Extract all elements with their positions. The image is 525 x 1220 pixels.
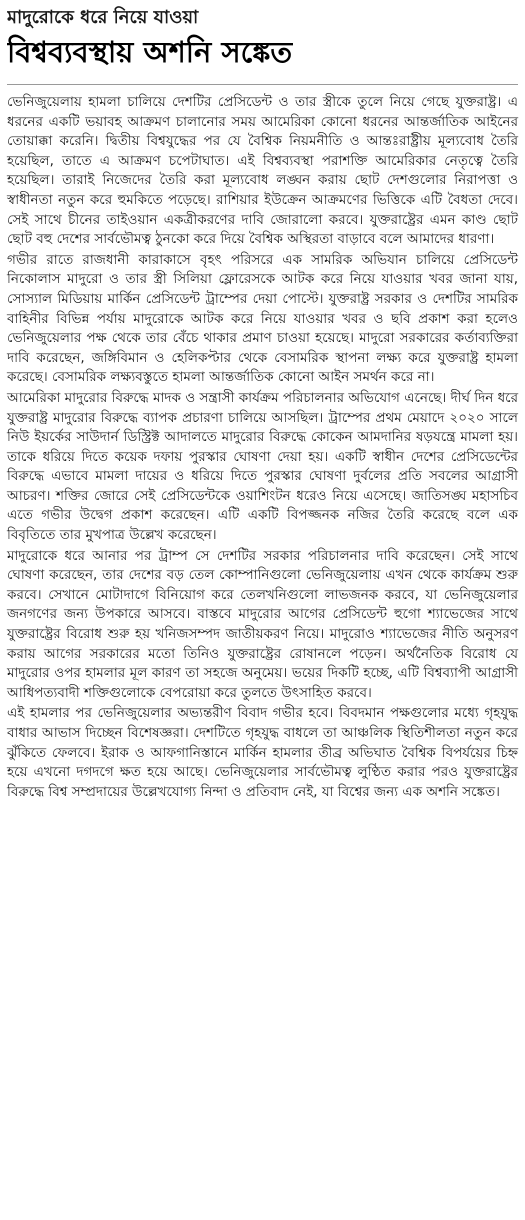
article-paragraph: আমেরিকা মাদুরোর বিরুদ্ধে মাদক ও সন্ত্রাসী কার্যক্রম পরিচালনার অভিযোগ এনেছে। দীর্ঘ দিন ধরে যুক্তরাষ্ট্র মাদুরোর বিরুদ্ধে ব্যাপক প্রচারণা চালিয়ে আসছিল। ট্রাম্পের প্রথম মেয়াদে ২০২০ সালে নিউ ইয়র্কের সাউদার্ন ডিস্ট্রিক্ট আদালতে মাদুরোর বিরুদ্ধে কোকেন আমদানির ষড়যন্ত্রে মামলা হয়। তাকে ধরিয়ে দিতে কয়েক দফায় পুরস্কার ঘোষণা দেয়া হয়। একটি স্বাধীন দেশের প্রেসিডেন্টের বিরুদ্ধে এভাবে মামলা দায়ের ও ধরিয়ে দিতে পুরস্কার ঘোষণা দুর্বলের প্রতি সবলের আগ্রাসী আচরণ। শক্তির জোরে সেই প্রেসিডেন্টকে ওয়াশিংটন ধরেও নিয়ে এসেছে। জাতিসঙ্ঘ মহাসচিব এতে গভীর উদ্বেগ প্রকাশ করেছেন। এটি একটি বিপজ্জনক নজির তৈরি করেছে বলে এক বিবৃতিতে তার মুখপাত্র উল্লেখ করেছেন। (7, 389, 518, 544)
headline-divider (7, 84, 518, 85)
article-body (7, 93, 518, 802)
article-kicker: মাদুরোকে ধরে নিয়ে যাওয়া (7, 7, 199, 28)
article-paragraph: ভেনিজুয়েলায় হামলা চালিয়ে দেশটির প্রেসিডেন্ট ও তার স্ত্রীকে তুলে নিয়ে গেছে যুক্তরাষ্ট্র। এ ধরনের একটি ভয়াবহ আক্রমণ চালানোর সময় আমেরিকা কোনো ধরনের আন্তর্জাতিক আইনের তোয়াক্কা করেনি। দ্বিতীয় বিশ্বযুদ্ধের পর যে বৈশ্বিক নিয়মনীতি ও আন্তঃরাষ্ট্রীয় মূল্যবোধ তৈরি হয়েছিল, তাতে এ আক্রমণ চপেটাঘাত। এই বিশ্বব্যবস্থা পরাশক্তি আমেরিকার নেতৃত্বে তৈরি হয়েছিল। তারাই নিজেদের তৈরি করা মূল্যবোধ লঙ্ঘন করায় ছোট দেশগুলোর নিরাপত্তা ও স্বাধীনতা নতুন করে হুমকিতে পড়েছে। রাশিয়ার ইউক্রেন আক্রমণের ভিত্তিকে এটি বৈধতা দেবে। সেই সাথে চীনের তাইওয়ান একত্রীকরণের দাবি জোরালো করবে। যুক্তরাষ্ট্রের এমন কাণ্ড ছোট ছোট বহু দেশের সার্বভৌমত্ব ঠুনকো করে দিয়ে বৈশ্বিক অস্থিরতা বাড়াবে বলে আমাদের ধারণা। (7, 94, 518, 248)
article-paragraph: এই হামলার পর ভেনিজুয়েলার অভ্যন্তরীণ বিবাদ গভীর হবে। বিবদমান পক্ষগুলোর মধ্যে গৃহযুদ্ধ বাধার আভাস দিচ্ছেন বিশেষজ্ঞরা। দেশটিতে গৃহযুদ্ধ বাধলে তা আঞ্চলিক স্থিতিশীলতা নতুন করে ঝুঁকিতে ফেলবে। ইরাক ও আফগানিস্তানে মার্কিন হামলার তীব্র অভিঘাত বৈশ্বিক বিপর্যয়ের চিহ্ন হয়ে এখনো দগদগে ক্ষত হয়ে আছে। ভেনিজুয়েলার সার্বভৌমত্ব লুণ্ঠিত করার পরও যুক্তরাষ্ট্রের বিরুদ্ধে বিশ্ব সম্প্রদায়ের উল্লেখযোগ্য নিন্দা ও প্রতিবাদ নেই, যা বিশ্বের জন্য এক অশনি সঙ্কেত। (7, 705, 518, 800)
article-headline: বিশ্বব্যবস্থায় অশনি সঙ্কেত (7, 35, 293, 69)
article-paragraph: গভীর রাতে রাজধানী কারাকাসে বৃহৎ পরিসরে এক সামরিক অভিযান চালিয়ে প্রেসিডেন্ট নিকোলাস মাদুরো ও তার স্ত্রী সিলিয়া ফ্লোরেসকে আটক করে নিয়ে যাওয়ার খবর জানা যায়, সোস্যাল মিডিয়ায় মার্কিন প্রেসিডেন্ট ট্রাম্পের দেয়া পোস্টে। যুক্তরাষ্ট্র সরকার ও দেশটির সামরিক বাহিনীর বিভিন্ন পর্যায় মাদুরোকে আটক করে নিয়ে যাওয়ার খবর ও ছবি প্রকাশ করা হলেও ভেনিজুয়েলার পক্ষ থেকে তার বেঁচে থাকার প্রমাণ চাওয়া হয়েছে। মাদুরো সরকারের কর্তাব্যক্তিরা দাবি করেছেন, জঙ্গিবিমান ও হেলিকপ্টার থেকে বেসামরিক স্থাপনা লক্ষ্য করে যুক্তরাষ্ট্র হামলা করেছে। বেসামরিক লক্ষ্যবস্তুতে হামলা আন্তর্জাতিক কোনো আইন সমর্থন করে না। (7, 251, 518, 386)
article-paragraph: মাদুরোকে ধরে আনার পর ট্রাম্প সে দেশটির সরকার পরিচালনার দাবি করেছেন। সেই সাথে ঘোষণা করেছেন, তার দেশের বড় তেল কোম্পানিগুলো ভেনিজুয়েলায় এখন থেকে কার্যক্রম শুরু করবে। সেখানে মোটাদাগে বিনিয়োগ করে তেলখনিগুলো লাভজনক করবে, যা ভেনিজুয়েলার জনগণের জন্য উপকারে আসবে। বাস্তবে মাদুরোর আগের প্রেসিডেন্ট হুগো শ্যাভেজের সাথে যুক্তরাষ্ট্রের বিরোধ শুরু হয় খনিজসম্পদ জাতীয়করণ নিয়ে। মাদুরোও শ্যাভেজের নীতি অনুসরণ করায় আগের সরকারের মতো তিনিও যুক্তরাষ্ট্রের রোষানলে পড়েন। অর্থনৈতিক বিরোধ যে মাদুরোর ওপর হামলার মূল কারণ তা সহজে অনুমেয়। ভয়ের দিকটি হচ্ছে, এটি বিশ্বব্যাপী আগ্রাসী আধিপত্যবাদী শক্তিগুলোকে বেপরোয়া করে তুলতে উৎসাহিত করবে। (7, 547, 518, 701)
